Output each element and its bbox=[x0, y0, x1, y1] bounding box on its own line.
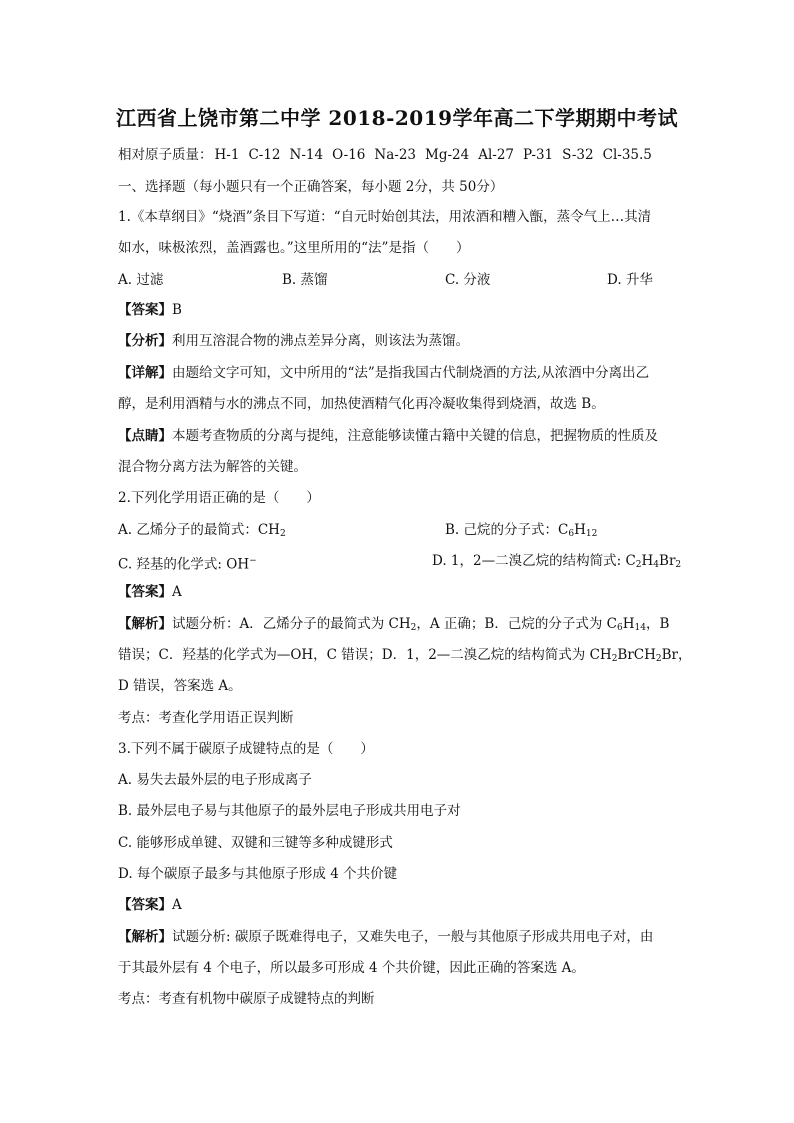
q2-option-b-h: H bbox=[574, 522, 586, 538]
q2-option-c-text: C. 羟基的化学式: OH bbox=[118, 556, 250, 573]
q2-exp2-sub-a: 2 bbox=[611, 654, 618, 664]
mass-mg: Mg-24 bbox=[425, 147, 470, 163]
q2-option-d-br: Br bbox=[659, 553, 676, 569]
q2-exp1-sub-b1: 6 bbox=[616, 623, 623, 633]
q2-option-b-sub2: 12 bbox=[585, 529, 598, 539]
q2-option-a-text: A. 乙烯分子的最简式：CH bbox=[118, 522, 280, 538]
q3-stem: 3.下列不属于碳原子成键特点的是（ ） bbox=[118, 741, 374, 757]
detail-tag: 【详解】 bbox=[118, 365, 172, 381]
q2-exp2-part-a: 错误；C．羟基的化学式为—OH，C 错误；D．1，2—二溴乙烷的结构简式为 CH bbox=[118, 647, 612, 663]
q1-analysis-text: 利用互溶混合物的沸点差异分离，则该法为蒸馏。 bbox=[172, 333, 469, 349]
q2-exp2-part-b: BrCH bbox=[617, 647, 656, 663]
jiexi-tag: 【解析】 bbox=[118, 616, 172, 632]
q2-answer bbox=[118, 582, 182, 602]
q3-option-d: D. 每个碳原子最多与其他原子形成 4 个共价键 bbox=[118, 866, 398, 882]
jiexi-tag: 【解析】 bbox=[118, 929, 172, 945]
section-heading: 一、选择题（每小题只有一个正确答案，每小题 2分，共 50分） bbox=[118, 179, 504, 195]
q2-option-d-h: H bbox=[641, 553, 654, 569]
q3-explanation-line2: 于其最外层有 4 个电子，所以最多可形成 4 个共价键，因此正确的答案选 A。 bbox=[118, 960, 585, 976]
q3-answer-value: A bbox=[172, 897, 182, 913]
q2-option-d-sub1: 2 bbox=[635, 560, 642, 570]
q2-option-b-text: B. 己烷的分子式：C bbox=[445, 522, 569, 538]
q1-analysis bbox=[118, 331, 469, 351]
q2-explanation-line1 bbox=[118, 614, 669, 638]
q3-exp-text1: 试题分析: 碳原子既难得电子，又难失电子，一般与其他原子形成共用电子对，由 bbox=[172, 929, 654, 945]
q1-option-b: B. 蒸馏 bbox=[282, 272, 328, 288]
q2-exp1-h: H bbox=[622, 616, 635, 632]
mass-o: O-16 bbox=[332, 147, 366, 163]
answer-tag: 【答案】 bbox=[118, 897, 172, 913]
q2-option-b-sub1: 6 bbox=[568, 529, 575, 539]
q2-option-a bbox=[118, 520, 286, 544]
q1-option-d: D. 升华 bbox=[607, 272, 653, 288]
q2-exp2-sub-b: 2 bbox=[655, 654, 662, 664]
q3-answer bbox=[118, 895, 182, 915]
q3-option-a: A. 易失去最外层的电子形成离子 bbox=[118, 772, 312, 788]
mass-h: H-1 bbox=[214, 147, 240, 163]
q3-option-c: C. 能够形成单键、双键和三键等多种成键形式 bbox=[118, 835, 393, 851]
mass-cl: Cl-35.5 bbox=[602, 147, 652, 163]
mass-c: C-12 bbox=[248, 147, 281, 163]
q2-option-d-sub2: 4 bbox=[653, 560, 660, 570]
point-tag: 【点睛】 bbox=[118, 428, 172, 444]
q1-point-line2: 混合物分离方法为解答的关键。 bbox=[118, 459, 307, 475]
q2-kaodian: 考点：考查化学用语正误判断 bbox=[118, 710, 294, 726]
q2-exp1-sub-a: 2 bbox=[410, 623, 417, 633]
mass-al: Al-27 bbox=[478, 147, 515, 163]
q2-option-d-text: D. 1，2—二溴乙烷的结构简式: C bbox=[432, 553, 636, 569]
q2-exp1-part-a: 试题分析：A．乙烯分子的最简式为 CH bbox=[172, 616, 411, 632]
q3-kaodian: 考点：考查有机物中碳原子成键特点的判断 bbox=[118, 991, 375, 1007]
q2-exp1-part-b: ，A 正确；B．己烷的分子式为 C bbox=[416, 616, 617, 632]
answer-tag: 【答案】 bbox=[118, 302, 172, 318]
q2-exp1-part-c: ，B bbox=[645, 616, 670, 632]
page-title: 江西省上饶市第二中学 2018-2019学年高二下学期期中考试 bbox=[115, 106, 679, 130]
atomic-mass-label: 相对原子质量： bbox=[118, 147, 213, 163]
q1-stem-line2: 如水，味极浓烈，盖酒露也。”这里所用的“法”是指（ ） bbox=[118, 240, 470, 256]
q1-detail-line1 bbox=[118, 363, 649, 383]
q2-stem: 2.下列化学用语正确的是（ ） bbox=[118, 490, 320, 506]
q1-detail-text1: 由题给文字可知，文中所用的“法”是指我国古代制烧酒的方法,从浓酒中分离出乙 bbox=[172, 365, 650, 381]
q2-option-d-sub3: 2 bbox=[675, 560, 682, 570]
q1-option-c: C. 分液 bbox=[445, 272, 491, 288]
q2-option-c-sup: − bbox=[249, 556, 257, 566]
q2-option-d bbox=[432, 551, 681, 575]
mass-p: P-31 bbox=[523, 147, 554, 163]
q2-explanation-line2 bbox=[118, 645, 692, 669]
q2-answer-value: A bbox=[172, 584, 182, 600]
q1-option-a: A. 过滤 bbox=[118, 272, 164, 288]
q2-exp2-part-c: Br， bbox=[661, 647, 692, 663]
atomic-mass-line bbox=[118, 145, 661, 165]
q2-option-a-sub: 2 bbox=[279, 529, 286, 539]
analysis-tag: 【分析】 bbox=[118, 333, 172, 349]
mass-na: Na-23 bbox=[374, 147, 416, 163]
answer-tag: 【答案】 bbox=[118, 584, 172, 600]
q1-stem-line1: 1.《本草纲目》“烧酒”条目下写道：“自元时始创其法，用浓酒和糟入甑，蒸令气上…其清 bbox=[118, 209, 652, 225]
q2-option-c bbox=[118, 551, 257, 575]
q1-answer-value: B bbox=[172, 302, 182, 318]
q3-option-b: B. 最外层电子易与其他原子的最外层电子形成共用电子对 bbox=[118, 803, 461, 819]
q3-explanation-line1 bbox=[118, 927, 653, 947]
q1-answer bbox=[118, 300, 182, 320]
q2-option-b bbox=[445, 520, 597, 544]
q1-point-text1: 本题考查物质的分离与提纯，注意能够读懂古籍中关键的信息，把握物质的性质及 bbox=[172, 428, 658, 444]
mass-n: N-14 bbox=[289, 147, 324, 163]
mass-s: S-32 bbox=[562, 147, 594, 163]
q2-exp1-sub-b2: 14 bbox=[634, 623, 646, 633]
q1-point-line1 bbox=[118, 426, 658, 446]
q2-explanation-line3: D 错误，答案选 A。 bbox=[118, 678, 242, 694]
q1-detail-line2: 醇，是利用酒精与水的沸点不同，加热使酒精气化再冷凝收集得到烧酒，故选 B。 bbox=[118, 396, 605, 412]
